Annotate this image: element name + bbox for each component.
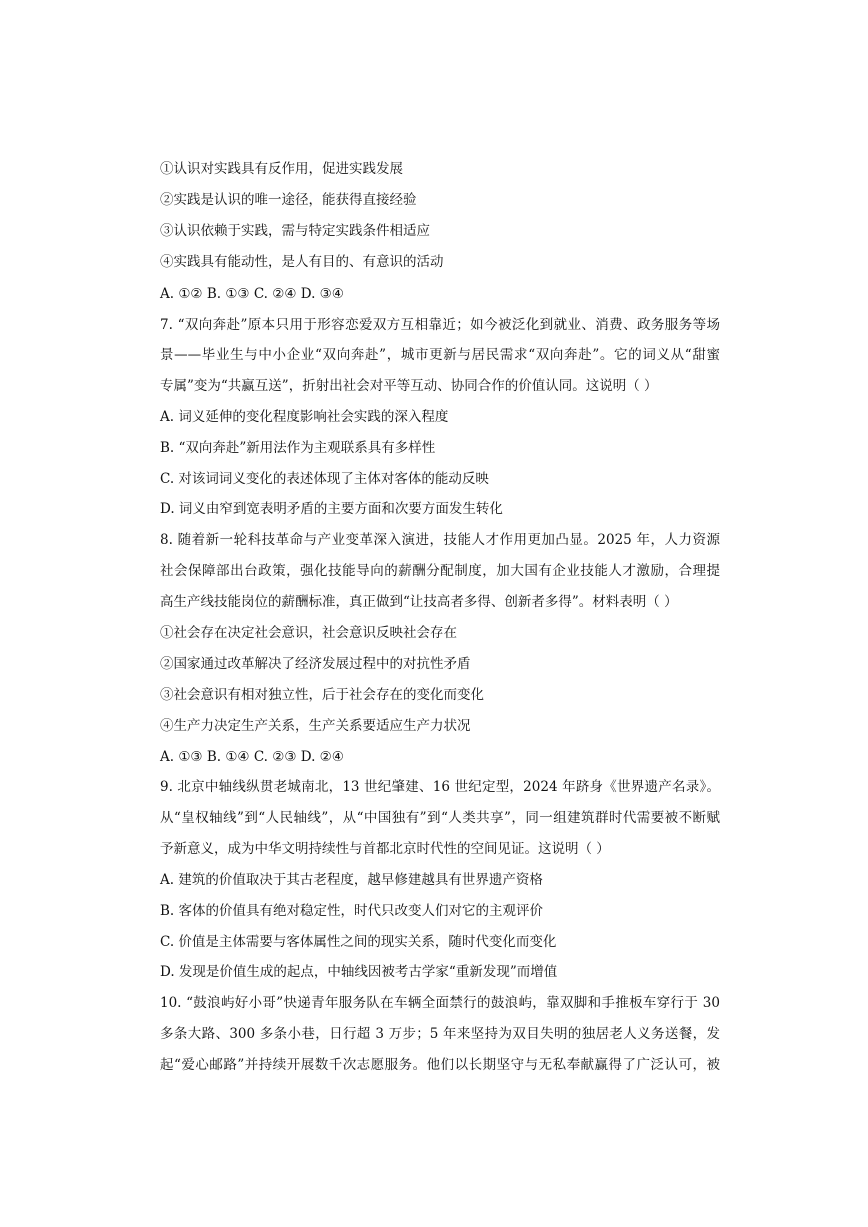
text-line: ②国家通过改革解决了经济发展过程中的对抗性矛盾	[160, 656, 471, 672]
option-c: C. 对该词词义变化的表述体现了主体对客体的能动反映	[160, 471, 489, 487]
option-d: D. 词义由窄到宽表明矛盾的主要方面和次要方面发生转化	[160, 501, 503, 517]
question-8-text: 高生产线技能岗位的薪酬标准，真正做到“让技高者多得、创新者多得”。材料表明（ ）	[160, 594, 678, 610]
question-7-text: 专属”变为“共赢互送”，折射出社会对平等互动、协同合作的价值认同。这说明（ ）	[160, 378, 658, 394]
question-10-text: 多条大路、300 多条小巷，日行超 3 万步；5 年来坚持为双目失明的独居老人义务送餐，发	[160, 1026, 720, 1042]
text-line: ④实践具有能动性，是人有目的、有意识的活动	[160, 254, 444, 270]
text-line: ③社会意识有相对独立性，后于社会存在的变化而变化	[160, 687, 484, 703]
option-b: B. 客体的价值具有绝对稳定性，时代只改变人们对它的主观评价	[160, 903, 544, 919]
option-a: A. 建筑的价值取决于其古老程度，越早修建越具有世界遗产资格	[160, 872, 543, 888]
question-10-text: 起“爱心邮路”并持续开展数千次志愿服务。他们以长期坚守与无私奉献赢得了广泛认可，被	[160, 1057, 720, 1073]
question-9-text: 9. 北京中轴线纵贯老城南北，13 世纪肇建、16 世纪定型，2024 年跻身《世界遗产名录》。	[160, 779, 720, 795]
question-9-text: 予新意义，成为中华文明持续性与首都北京时代性的空间见证。这说明（ ）	[160, 841, 610, 857]
text-line: ①社会存在决定社会意识，社会意识反映社会存在	[160, 625, 457, 641]
text-line: ②实践是认识的唯一途径，能获得直接经验	[160, 192, 417, 208]
text-line: ④生产力决定生产关系，生产关系要适应生产力状况	[160, 718, 471, 734]
option-b: B. “双向奔赴”新用法作为主观联系具有多样性	[160, 440, 436, 456]
answer-options: A. ①② B. ①③ C. ②④ D. ③④	[160, 286, 344, 302]
question-9-text: 从“皇权轴线”到“人民轴线”，从“中国独有”到“人类共享”，同一组建筑群时代需要被不断赋	[160, 810, 720, 826]
question-8-text: 8. 随着新一轮科技革命与产业变革深入演进，技能人才作用更加凸显。2025 年，人力资源	[160, 532, 720, 548]
option-a: A. 词义延伸的变化程度影响社会实践的深入程度	[160, 409, 449, 425]
answer-options: A. ①③ B. ①④ C. ②③ D. ②④	[160, 749, 344, 765]
text-line: ①认识对实践具有反作用，促进实践发展	[160, 161, 403, 177]
question-7-text: 7. “双向奔赴”原本只用于形容恋爱双方互相靠近；如今被泛化到就业、消费、政务服务等场	[160, 317, 720, 333]
option-d: D. 发现是价值生成的起点，中轴线因被考古学家“重新发现”而增值	[160, 964, 558, 980]
text-line: ③认识依赖于实践，需与特定实践条件相适应	[160, 223, 430, 239]
question-7-text: 景——毕业生与中小企业“双向奔赴”，城市更新与居民需求“双向奔赴”。它的词义从“甜蜜	[160, 347, 720, 363]
question-10-text: 10. “鼓浪屿好小哥”快递青年服务队在车辆全面禁行的鼓浪屿，靠双脚和手推板车穿行于 30	[160, 995, 720, 1011]
question-8-text: 社会保障部出台政策，强化技能导向的薪酬分配制度，加大国有企业技能人才激励，合理提	[160, 563, 720, 579]
option-c: C. 价值是主体需要与客体属性之间的现实关系，随时代变化而变化	[160, 934, 557, 950]
